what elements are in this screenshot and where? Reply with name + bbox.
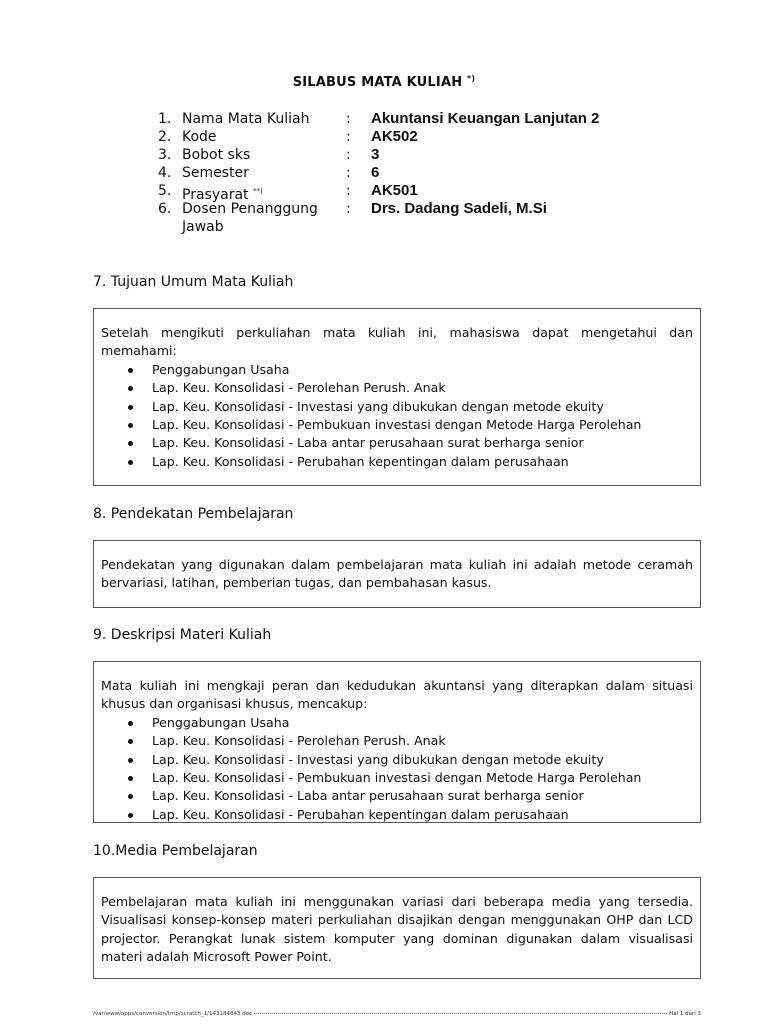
page-title [0,74,768,90]
list-item: Lap. Keu. Konsolidasi - Pembukuan investasi dengan Metode Harga Perolehan [124,416,693,434]
info-label: Nama Mata Kuliah [182,111,310,127]
info-value: AK502 [371,128,418,145]
tujuan-box [93,308,701,486]
info-label: Dosen Penanggung Jawab [182,201,318,235]
page-footer [93,1011,701,1017]
list-item: Penggabungan Usaha [124,714,693,732]
info-number: 1. [158,111,172,127]
info-value: 3 [371,146,380,163]
deskripsi-intro: Mata kuliah ini mengkaji peran dan kedudukan akuntansi yang diterapkan dalam situasi khusus dan organisasi khusus, mencakup: [101,678,693,712]
list-item: Lap. Keu. Konsolidasi - Pembukuan investasi dengan Metode Harga Perolehan [124,769,693,787]
list-item: Lap. Keu. Konsolidasi - Perolehan Perush. Anak [124,732,693,750]
list-item: Lap. Keu. Konsolidasi - Laba antar perusahaan surat berharga senior [124,434,693,452]
tujuan-intro: Setelah mengikuti perkuliahan mata kuliah ini, mahasiswa dapat mengetahui dan memahami: [101,325,693,359]
list-item: Penggabungan Usaha [124,361,693,379]
info-value: AK501 [371,182,418,199]
info-colon: : [346,147,351,163]
info-number: 2. [158,129,172,145]
info-label-note: **) [252,187,263,195]
info-number: 3. [158,147,172,163]
pendekatan-text: Pendekatan yang digunakan dalam pembelajaran mata kuliah ini adalah metode ceramah bervariasi, latihan, pemberian tugas, dan pembahasan kasus. [101,557,693,591]
info-row-semester [158,164,678,182]
section-heading-tujuan: 7. Tujuan Umum Mata Kuliah [93,274,294,290]
info-number: 6. [158,201,172,217]
info-row-prasyarat [158,182,678,203]
tujuan-list [124,361,693,471]
info-colon: : [346,111,351,127]
info-value: 6 [371,164,380,181]
section-heading-pendekatan: 8. Pendekatan Pembelajaran [93,506,294,522]
section-heading-media: 10.Media Pembelajaran [93,843,258,859]
page-title-text: SILABUS MATA KULIAH [292,75,463,90]
info-label: Bobot sks [182,147,251,163]
list-item: Lap. Keu. Konsolidasi - Perubahan kepentingan dalam perusahaan [124,453,693,471]
media-box [93,877,701,979]
info-value: Drs. Dadang Sadeli, M.Si [371,200,547,217]
info-colon: : [346,183,351,199]
deskripsi-box [93,661,701,823]
footer-dot-leader [254,1013,667,1014]
info-number: 5. [158,183,172,199]
footer-page-number: Hal 1 dari 3 [669,1011,701,1017]
info-value: Akuntansi Keuangan Lanjutan 2 [371,110,600,127]
deskripsi-list [124,714,693,824]
info-row-bobot [158,146,678,164]
info-colon: : [346,201,351,217]
list-item: Lap. Keu. Konsolidasi - Perubahan kepentingan dalam perusahaan [124,806,693,824]
page-title-note: *) [467,74,476,83]
info-label: Semester [182,165,249,181]
pendekatan-box [93,540,701,608]
info-number: 4. [158,165,172,181]
footer-file-path: /var/www/apps/conversion/tmp/scratch_1/143184843.doc [93,1011,253,1017]
list-item: Lap. Keu. Konsolidasi - Laba antar perusahaan surat berharga senior [124,787,693,805]
list-item: Lap. Keu. Konsolidasi - Investasi yang dibukukan dengan metode ekuity [124,751,693,769]
media-text: Pembelajaran mata kuliah ini menggunakan variasi dari beberapa media yang tersedia. Visualisasi konsep-konsep materi perkuliahan disajikan dengan menggunakan OHP dan LCD projector. Perangkat lunak sistem komputer yang dominan digunakan dalam visualisasi materi adalah Microsoft Power Point. [101,894,693,965]
course-info-list [158,110,678,236]
info-label: Kode [182,129,217,145]
info-colon: : [346,165,351,181]
info-colon: : [346,129,351,145]
info-row-nama [158,110,678,128]
info-row-kode [158,128,678,146]
list-item: Lap. Keu. Konsolidasi - Investasi yang dibukukan dengan metode ekuity [124,398,693,416]
list-item: Lap. Keu. Konsolidasi - Perolehan Perush. Anak [124,379,693,397]
info-row-dosen [158,200,678,236]
info-label-text: Prasyarat [182,187,249,203]
section-heading-deskripsi: 9. Deskripsi Materi Kuliah [93,627,272,643]
